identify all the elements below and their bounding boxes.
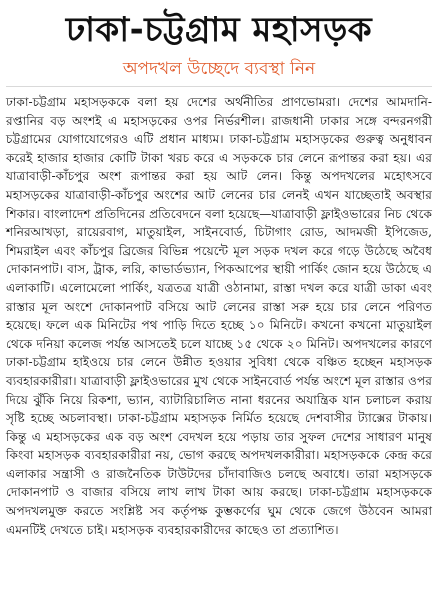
body-paragraph: ঢাকা-চট্টগ্রাম মহাসড়ককে বলা হয় দেশের অর্থনীতির প্রাণভোমরা। দেশের আমদানি-রপ্তানির বড় অংশই এ মহাসড়কের ওপর নির্ভরশীল। রাজধানী ঢাকার সঙ্গে বন্দরনগরী চট্টগ্রামের যোগাযোগেরও এটি প্রধান মাধ্যম। ঢাকা-চট্টগ্রাম মহাসড়কের গুরুত্ব অনুধাবন করেই হাজার হাজার কোটি টাকা খরচ করে এ সড়ককে চার লেনে রূপান্তর করা হয়। এর যাত্রাবাড়ী-কাঁচপুর অংশ রূপান্তর করা হয় আট লেন। কিন্তু অপদখলের মহোৎসবে মহাসড়কের যাত্রাবাড়ী-কাঁচপুর অংশের আট লেনের চার লেনই এখন যাচ্ছেতাই অবস্থার শিকার। বাংলাদেশ প্রতিদিনের প্রতিবেদনে বলা হয়েছে—যাত্রাবাড়ী ফ্লাইওভারের নিচ থেকে শনিরআখড়া, রায়েরবাগ, মাতুয়াইল, সাইনবোর্ড, চিটাগাং রোড, আদমজী ইপিজেড, শিমরাইল এবং কাঁচপুর ব্রিজের বিভিন্ন পয়েন্টে মূল সড়ক দখল করে গড়ে উঠেছে অবৈধ দোকানপাট। বাস, ট্রাক, লরি, কাভার্ডভ্যান, পিকআপের স্থায়ী পার্কিং জোন হয়ে উঠেছে এ এলাকাটি। এলোমেলো পার্কিং, যত্রতত্র যাত্রী ওঠানামা, রাস্তা দখল করে যাত্রী ডাকা এবং রাস্তার মূল অংশে দোকানপাট বসিয়ে আট লেনের রাস্তা সরু হয়ে চার লেনে পরিণত হয়েছে। ফলে এক মিনিটের পথ পাড়ি দিতে হচ্ছে ১০ মিনিটে। কখনো কখনো মাতুয়াইল থেকে দনিয়া কলেজ পর্যন্ত আসতেই চলে যাচ্ছে ১৫ থেকে ২০ মিনিট। অপদখলের কারণে ঢাকা-চট্টগ্রাম হাইওয়ে চার লেনে উন্নীত হওয়ার সুবিধা থেকে বঞ্চিত হচ্ছেন মহাসড়ক ব্যবহারকারীরা। যাত্রাবাড়ী ফ্লাইওভারের মুখ থেকে সাইনবোর্ড পর্যন্ত অংশে মূল রাস্তার ওপর দিয়ে ঝুঁকি নিয়ে রিকশা, ভ্যান, ব্যাটারিচালিত নানা ধরনের অযান্ত্রিক যান চলাচল করায় সৃষ্টি হচ্ছে অচলাবস্থা। ঢাকা-চট্টগ্রাম মহাসড়ক নির্মিত হয়েছে দেশবাসীর ট্যাক্সের টাকায়। কিন্তু এ মহাসড়কের এক বড় অংশ বেদখল হয়ে পড়ায় তার সুফল দেশের সাধারণ মানুষ কিংবা মহাসড়ক ব্যবহারকারীরা নয়, ভোগ করছে অপদখলকারীরা। মহাসড়ককে কেন্দ্র করে এলাকার সন্ত্রাসী ও রাজনৈতিক টাউটদের চাঁদাবাজিও চলছে অবাধে। তারা মহাসড়কে দোকানপাট ও বাজার বসিয়ে লাখ লাখ টাকা আয় করছে। ঢাকা-চট্টগ্রাম মহাসড়ককে অপদখলমুক্ত করতে সংশ্লিষ্ট সব কর্তৃপক্ষ কুম্ভকর্ণের ঘুম থেকে জেগে উঠবেন আমরা এমনটিই দেখতে চাই। মহাসড়ক ব্যবহারকারীদের কাছেও তা প্রত্যাশিত। [6,95,432,537]
article-body [6,93,432,539]
article [0,8,438,593]
headline: ঢাকা-চট্টগ্রাম মহাসড়ক [65,10,373,50]
divider [6,86,432,87]
subheadline: অপদখল উচ্ছেদে ব্যবস্থা নিন [122,59,316,79]
